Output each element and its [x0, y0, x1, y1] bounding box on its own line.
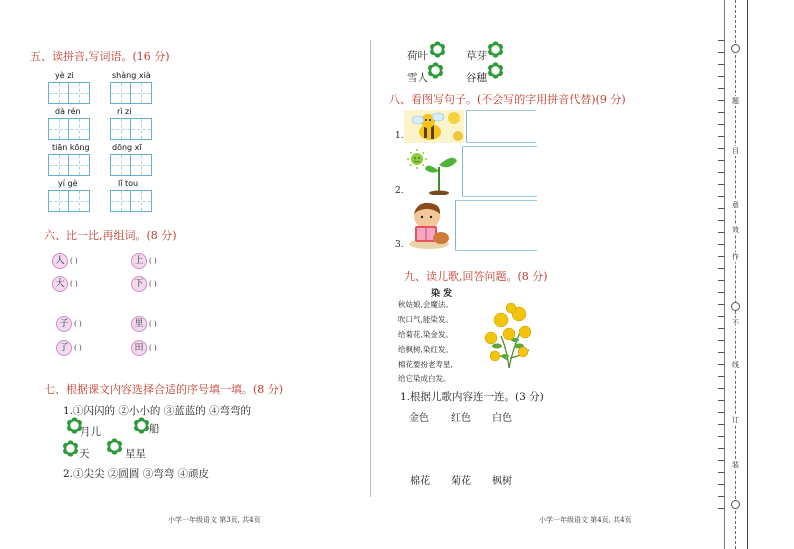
section-7-title: 七、根据课文内容选择合适的序号填一填。(8 分)	[44, 383, 284, 396]
page-footer-right: 小学一年级语文 第4页, 共4页	[539, 516, 632, 524]
writing-box[interactable]	[48, 154, 90, 176]
poem-line: 给它染成白发。	[398, 374, 451, 383]
picture-frame-line	[466, 110, 467, 142]
flower-blank-icon[interactable]	[106, 438, 123, 455]
color-option[interactable]: 白色	[492, 413, 512, 424]
margin-char: 线	[732, 361, 739, 369]
writing-box[interactable]	[48, 82, 90, 104]
answer-paren[interactable]: ( )	[149, 257, 157, 265]
char-circle: 里	[131, 316, 147, 332]
margin-char: 意	[732, 201, 739, 209]
flower-blank-icon[interactable]	[133, 417, 150, 434]
poem-line: 吹口气,能染发。	[398, 315, 453, 324]
poem-line: 给枫树,染红发。	[398, 345, 453, 354]
margin-char: 题	[732, 97, 739, 105]
binding-line	[724, 0, 725, 549]
answer-paren[interactable]: ( )	[74, 344, 82, 352]
flower-blank-icon[interactable]	[429, 41, 446, 58]
flower-blank-icon[interactable]	[487, 41, 504, 58]
answer-paren[interactable]: ( )	[149, 320, 157, 328]
answer-paren[interactable]: ( )	[74, 320, 82, 328]
pinyin-label: dōng xī	[112, 143, 142, 152]
poem-line: 给菊花,染金发。	[398, 330, 453, 339]
word-tian: 天	[79, 448, 90, 460]
poem-title: 染 发	[431, 289, 453, 299]
bee-picture	[404, 110, 464, 143]
sprout-picture	[403, 147, 463, 195]
margin-char: 作	[732, 253, 739, 261]
question-1: 1.根据儿歌内容连一连。(3 分)	[400, 391, 544, 403]
word-heye: 荷叶	[407, 50, 428, 62]
margin-char: 目	[732, 147, 739, 155]
binding-line	[747, 0, 748, 549]
poem-line: 棉花要扮老寿星,	[398, 360, 453, 369]
writing-box[interactable]	[110, 118, 152, 140]
item-number: 3.	[395, 240, 404, 250]
pinyin-label: dà rén	[55, 107, 81, 116]
binding-circle	[731, 44, 740, 53]
page-footer-left: 小学一年级语文 第3页, 共4页	[168, 516, 261, 524]
flower-blank-icon[interactable]	[427, 62, 444, 79]
char-circle: 田	[131, 340, 147, 356]
binding-circle	[731, 500, 740, 509]
char-circle: 下	[131, 276, 147, 292]
writing-box[interactable]	[48, 190, 90, 212]
margin-char: 订	[732, 416, 739, 424]
word-chuan: 船	[149, 423, 160, 435]
picture-frame-line	[462, 146, 463, 196]
margin-char: 装	[732, 461, 739, 469]
answer-paren[interactable]: ( )	[149, 344, 157, 352]
answer-paren[interactable]: ( )	[70, 280, 78, 288]
word-yue: 月儿	[80, 426, 101, 438]
color-option[interactable]: 金色	[409, 413, 429, 424]
word-xueren: 雪人	[407, 72, 428, 84]
answer-line[interactable]	[455, 200, 537, 201]
item-number: 2.	[395, 186, 404, 196]
char-circle: 上	[131, 253, 147, 269]
section-6-title: 六、比一比,再组词。(8 分)	[44, 229, 177, 242]
pinyin-label: lǐ tou	[118, 179, 139, 188]
poem-line: 秋姑娘,会魔法。	[398, 300, 453, 309]
margin-char: 效	[732, 226, 739, 234]
chrysanthemum-picture	[481, 300, 536, 370]
writing-box[interactable]	[110, 190, 152, 212]
thing-option[interactable]: 枫树	[492, 476, 512, 487]
writing-box[interactable]	[110, 82, 152, 104]
pinyin-label: tiān kōng	[52, 143, 90, 152]
option-line-2: 2.①尖尖 ②圆圆 ③弯弯 ④顽皮	[63, 468, 210, 480]
flower-blank-icon[interactable]	[487, 62, 504, 79]
thing-option[interactable]: 菊花	[451, 476, 471, 487]
margin-char: 不	[732, 319, 739, 327]
answer-line[interactable]	[466, 142, 536, 143]
answer-line[interactable]	[455, 250, 537, 251]
pinyin-label: shàng xià	[112, 71, 151, 80]
option-line-1: 1.①闪闪的 ②小小的 ③蓝蓝的 ④弯弯的	[63, 405, 252, 417]
section-8-title: 八、看图写句子。(不会写的字用拼音代替)(9 分)	[389, 93, 626, 106]
item-number: 1.	[395, 131, 404, 141]
answer-line[interactable]	[466, 110, 536, 111]
reading-child-picture	[403, 200, 453, 250]
writing-box[interactable]	[48, 118, 90, 140]
answer-line[interactable]	[462, 196, 537, 197]
char-circle: 大	[52, 276, 68, 292]
writing-box[interactable]	[110, 154, 152, 176]
binding-circle	[731, 302, 740, 311]
page-divider	[370, 40, 371, 497]
answer-line[interactable]	[462, 146, 537, 147]
color-option[interactable]: 红色	[451, 413, 471, 424]
char-circle: 人	[52, 253, 68, 269]
flower-blank-icon[interactable]	[62, 440, 79, 457]
word-xing: 星星	[125, 448, 146, 460]
section-5-title: 五、读拼音,写词语。(16 分)	[30, 50, 170, 63]
char-circle: 了	[56, 340, 72, 356]
margin-ticks	[718, 40, 724, 510]
picture-frame-line	[455, 200, 456, 250]
answer-paren[interactable]: ( )	[70, 257, 78, 265]
word-caoya: 草芽	[466, 50, 487, 62]
pinyin-label: yè zi	[55, 71, 74, 80]
word-gusui: 谷穗	[466, 72, 487, 84]
pinyin-label: yí gè	[58, 179, 78, 188]
pinyin-label: rì zi	[117, 107, 132, 116]
char-circle: 子	[56, 316, 72, 332]
answer-paren[interactable]: ( )	[149, 280, 157, 288]
section-9-title: 九、读儿歌,回答问题。(8 分)	[404, 270, 548, 283]
thing-option[interactable]: 棉花	[410, 476, 430, 487]
